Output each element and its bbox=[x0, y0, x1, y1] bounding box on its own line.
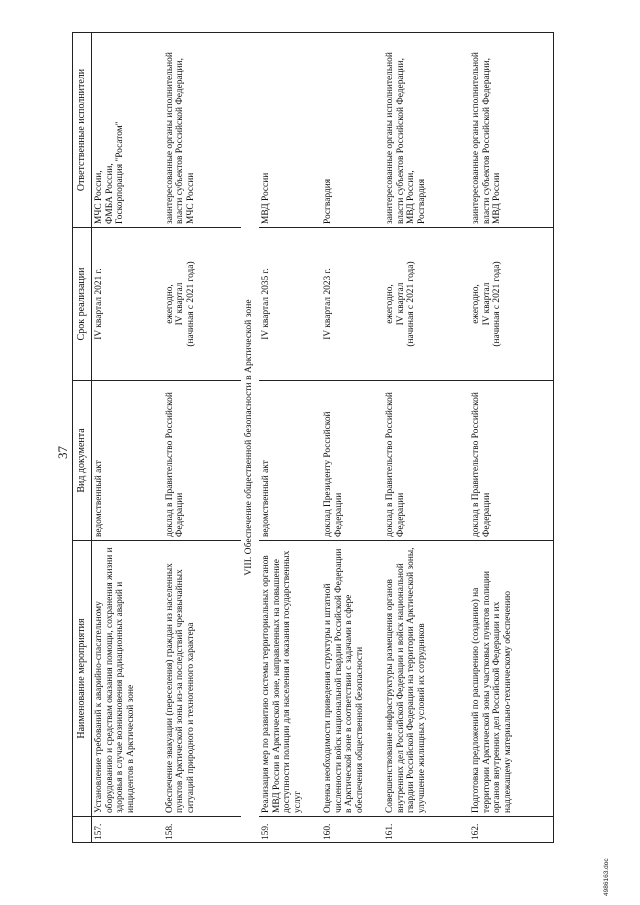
measure-name: Установление требований к аварийно-спасательному оборудованию и средствам оказания помощи, сохранения жизни и здоровья в случае возникновения радиационных аварий и инцидентов в Арктической зоне bbox=[92, 541, 163, 817]
deadline: ежегодно, IV квартал (начиная с 2021 года) bbox=[383, 228, 469, 381]
measure-name: Реализация мер по развитию системы территориальных органов МВД России в Арктической зоне, направленных на повышение доступности полиции для населения и оказания государственных услуг bbox=[259, 541, 321, 817]
table-row bbox=[383, 33, 469, 843]
executors: МЧС России, ФМБА России, Госкорпорация "Росатом" bbox=[92, 33, 163, 228]
row-number: 157. bbox=[92, 817, 163, 843]
document-type: ведомственный акт bbox=[92, 381, 163, 541]
row-number: 159. bbox=[259, 817, 321, 843]
header-document-type: Вид документа bbox=[73, 381, 92, 541]
executors: МВД России bbox=[259, 33, 321, 228]
measure-name: Совершенствование инфраструктуры размещения органов внутренних дел Российской Федерации и войск национальной гвардии Российской Федерации на территории Арктической зоны, улучшение жилищных условий их сотрудников bbox=[383, 541, 469, 817]
deadline: IV квартал 2021 г. bbox=[92, 228, 163, 381]
table-row bbox=[259, 33, 321, 843]
document-type: доклад в Правительство Российской Федерации bbox=[383, 381, 469, 541]
measure-name: Обеспечение эвакуации (переселения) граждан из населенных пунктов Арктической зоны из-за последствий чрезвычайных ситуаций природного и техногенного характера bbox=[163, 541, 241, 817]
document-type: доклад в Правительство Российской Федерации bbox=[469, 381, 553, 541]
table-header-row bbox=[73, 33, 92, 843]
header-deadline: Срок реализации bbox=[73, 228, 92, 381]
row-number: 161. bbox=[383, 817, 469, 843]
table-row bbox=[92, 33, 163, 843]
table-row bbox=[321, 33, 383, 843]
row-number: 158. bbox=[163, 817, 241, 843]
header-measure-name: Наименование мероприятия bbox=[73, 541, 92, 817]
document-type: доклад Президенту Российской Федерации bbox=[321, 381, 383, 541]
executors: заинтересованные органы исполнительной власти субъектов Российской Федерации, МВД России bbox=[469, 33, 553, 228]
table-row bbox=[163, 33, 241, 843]
measure-name: Оценка необходимости приведения структуры и штатной численности войск национальной гвардии Российской Федерации в Арктической зоне в соответствии с задачами в сфере обеспечения общественной безопасности bbox=[321, 541, 383, 817]
header-number bbox=[73, 817, 92, 843]
deadline: IV квартал 2035 г. bbox=[259, 228, 321, 381]
section-heading-row bbox=[241, 33, 260, 843]
measure-name: Подготовка предложений по расширению (созданию) на территории Арктической зоны участковых пунктов полиции органов внутренних дел Российской Федерации и их надлежащему материально-техническому обеспечению bbox=[469, 541, 553, 817]
measures-table bbox=[72, 32, 554, 843]
deadline: ежегодно, IV квартал (начиная с 2021 года) bbox=[163, 228, 241, 381]
table-row bbox=[469, 33, 553, 843]
row-number: 160. bbox=[321, 817, 383, 843]
page-number: 37 bbox=[55, 446, 70, 459]
executors: Росгвардия bbox=[321, 33, 383, 228]
deadline: ежегодно, IV квартал (начиная с 2021 года) bbox=[469, 228, 553, 381]
document-type: доклад в Правительство Российской Федерации bbox=[163, 381, 241, 541]
executors: заинтересованные органы исполнительной власти субъектов Российской Федерации, МВД России, Росгвардия bbox=[383, 33, 469, 228]
section-heading: VIII. Обеспечение общественной безопасности в Арктической зоне bbox=[241, 33, 260, 843]
header-executors: Ответственные исполнители bbox=[73, 33, 92, 228]
document-type: ведомственный акт bbox=[259, 381, 321, 541]
executors: заинтересованные органы исполнительной власти субъектов Российской Федерации, МЧС России bbox=[163, 33, 241, 228]
deadline: IV квартал 2023 г. bbox=[321, 228, 383, 381]
document-file-id: 4986163.doc bbox=[603, 858, 610, 896]
row-number: 162. bbox=[469, 817, 553, 843]
